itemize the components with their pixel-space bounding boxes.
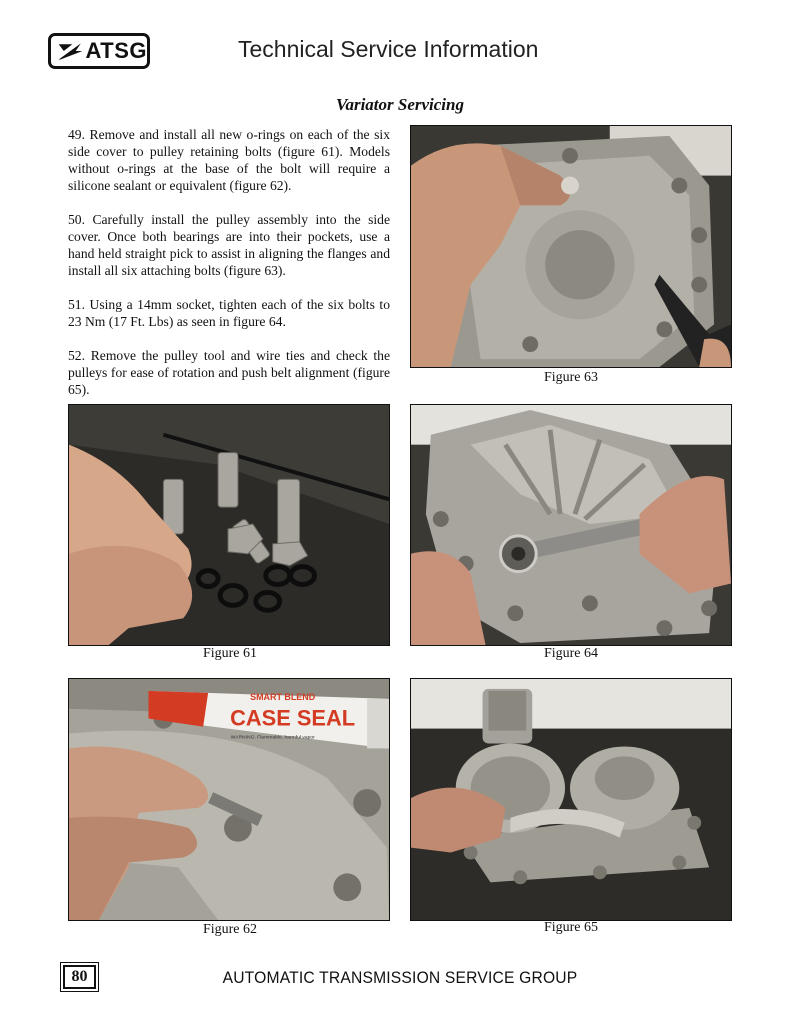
step-49: 49. Remove and install all new o-rings on each of the six side cover to pulley retaining bolts (figure 61). Models without o-rings at the base of the bolt will require a silicone sealant or equivalent (figure 62). <box>68 127 390 193</box>
instructions <box>68 126 390 415</box>
step-51: 51. Using a 14mm socket, tighten each of the six bolts to 23 Nm (17 Ft. Lbs) as seen in figure 64. <box>68 297 390 329</box>
figure-63-photo <box>410 125 732 368</box>
atsg-arrow-icon <box>57 39 83 63</box>
tube-brand: SMART BLEND <box>250 691 316 702</box>
figure-64-caption: Figure 64 <box>543 646 599 661</box>
footer-org: AUTOMATIC TRANSMISSION SERVICE GROUP <box>222 968 578 987</box>
step-50: 50. Carefully install the pulley assembly into the side cover. Once both bearings are into their pockets, use a hand held straight pick to assist in aligning the flanges and install all six attaching bolts (figure 63). <box>68 212 390 278</box>
figure-63-caption: Figure 63 <box>543 370 599 385</box>
page-number: 80 <box>63 965 96 989</box>
figure-62-photo <box>68 678 390 921</box>
figure-64-photo <box>410 404 732 646</box>
step-52: 52. Remove the pulley tool and wire ties and check the pulleys for ease of rotation and push belt alignment (figure 65). <box>68 348 390 397</box>
figure-65-photo <box>410 678 732 921</box>
figure-61-caption: Figure 61 <box>202 646 258 661</box>
section-title: Variator Servicing <box>336 95 464 114</box>
figure-61-photo <box>68 404 390 646</box>
page-header-title: Technical Service Information <box>238 36 539 62</box>
figure-62-caption: Figure 62 <box>202 922 258 937</box>
atsg-logo <box>48 33 150 69</box>
logo-text: ATSG <box>85 38 147 63</box>
figure-65-caption: Figure 65 <box>543 920 599 935</box>
tube-product: CASE SEAL <box>230 705 356 731</box>
tube-warning: WARNING: Flammable, harmful vapor <box>230 735 315 741</box>
